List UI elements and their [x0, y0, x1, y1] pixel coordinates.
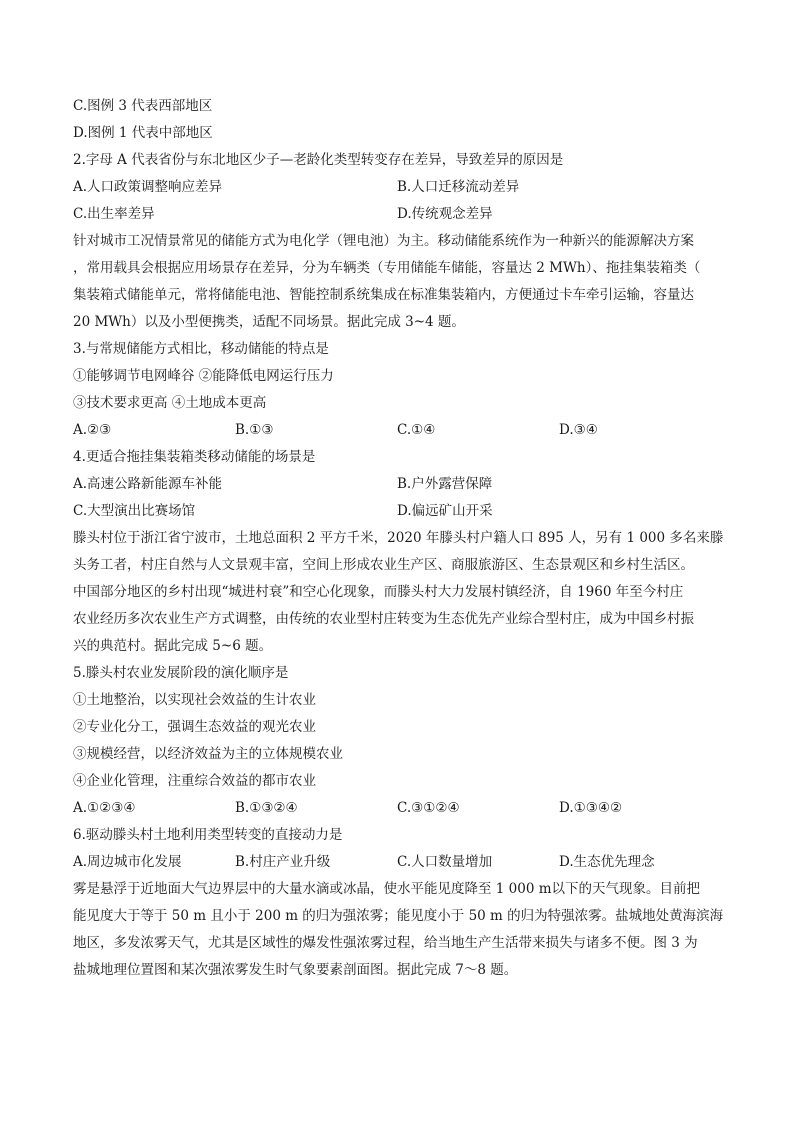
exam-page	[73, 93, 723, 984]
q5-statement: ④企业化管理，注重综合效益的都市农业	[73, 773, 316, 789]
q2-option-a: A.人口政策调整响应差异	[73, 179, 223, 195]
passage-fog	[73, 876, 723, 984]
q6-option-b: B.村庄产业升级	[235, 854, 331, 870]
q2-option-d: D.传统观念差异	[397, 206, 493, 222]
q6-options	[73, 849, 723, 876]
q3-statement: ①能够调节电网峰谷 ②能降低电网运行压力	[73, 368, 334, 384]
q3-option-b: B.①③	[235, 422, 274, 438]
q5-option-c: C.③①②④	[397, 800, 460, 816]
passage-line: 兴的典范村。据此完成 5~6 题。	[73, 638, 273, 654]
q4-option-d: D.偏远矿山开采	[397, 503, 493, 519]
passage-line: 地区，多发浓雾天气，尤其是区域性的爆发性强浓雾过程，给当地生产生活带来损失与诸多不便。图 3 为	[73, 935, 698, 951]
q4-option-b: B.户外露营保障	[397, 476, 493, 492]
passage-mobile-storage	[73, 228, 723, 336]
q2-stem: 2.字母 A 代表省份与东北地区少子—老龄化类型转变存在差异，导致差异的原因是	[73, 152, 564, 168]
q5-options	[73, 795, 723, 822]
q6-option-a: A.周边城市化发展	[73, 854, 182, 870]
q2-option-b: B.人口迁移流动差异	[397, 179, 520, 195]
q2-options-row-2	[73, 201, 723, 228]
q5-option-a: A.①②③④	[73, 800, 136, 816]
q3-options	[73, 417, 723, 444]
q5-statement: ③规模经营，以经济效益为主的立体规模农业	[73, 746, 343, 762]
q5-stem: 5.滕头村农业发展阶段的演化顺序是	[73, 665, 289, 681]
q3-option-c: C.①④	[397, 422, 436, 438]
q5-statement: ②专业化分工，强调生态效益的观光农业	[73, 719, 316, 735]
passage-line: 盐城地理位置图和某次强浓雾发生时气象要素剖面图。据此完成 7～8 题。	[73, 962, 518, 978]
q3-statement: ③技术要求更高 ④土地成本更高	[73, 395, 267, 411]
q4-option-c: C.大型演出比赛场馆	[73, 503, 196, 519]
q4-options-row-1	[73, 471, 723, 498]
q5-statement: ①土地整治，以实现社会效益的生计农业	[73, 692, 316, 708]
q4-stem: 4.更适合拖挂集装箱类移动储能的场景是	[73, 449, 316, 465]
q3-option-d: D.③④	[559, 422, 598, 438]
q6-option-c: C.人口数量增加	[397, 854, 493, 870]
passage-line: 头务工者，村庄自然与人文景观丰富，空间上形成农业生产区、商服旅游区、生态景观区和乡村生活区。	[73, 557, 694, 573]
q2-options-row-1	[73, 174, 723, 201]
q1-option-d: D.图例 1 代表中部地区	[73, 125, 213, 141]
passage-tengtou-village	[73, 525, 723, 660]
passage-line: ，常用载具会根据应用场景存在差异，分为车辆类（专用储能车储能，容量达 2 MWh）、拖挂集装箱类（	[73, 260, 701, 276]
passage-line: 雾是悬浮于近地面大气边界层中的大量水滴或冰晶，使水平能见度降至 1 000 m以下的天气现象。目前把	[73, 881, 701, 897]
q1-option-c: C.图例 3 代表西部地区	[73, 98, 213, 114]
q4-options-row-2	[73, 498, 723, 525]
q3-stem: 3.与常规储能方式相比，移动储能的特点是	[73, 341, 329, 357]
q6-option-d: D.生态优先理念	[559, 854, 655, 870]
passage-line: 20 MWh）以及小型便携类，适配不同场景。据此完成 3~4 题。	[73, 314, 465, 330]
passage-line: 集装箱式储能单元，常将储能电池、智能控制系统集成在标准集装箱内，方便通过卡车牵引运输，容量达	[73, 287, 694, 303]
q5-option-d: D.①③④②	[559, 800, 623, 816]
q3-option-a: A.②③	[73, 422, 112, 438]
q5-option-b: B.①③②④	[235, 800, 298, 816]
passage-line: 滕头村位于浙江省宁波市，土地总面积 2 平方千米，2020 年滕头村户籍人口 895 人，另有 1 000 多名来滕	[73, 530, 723, 546]
q4-option-a: A.高速公路新能源车补能	[73, 476, 223, 492]
passage-line: 农业经历多次农业生产方式调整，由传统的农业型村庄转变为生态优先产业综合型村庄，成为中国乡村振	[73, 611, 694, 627]
q2-option-c: C.出生率差异	[73, 206, 155, 222]
passage-line: 针对城市工况情景常见的储能方式为电化学（锂电池）为主。移动储能系统作为一种新兴的能源解决方案	[73, 233, 694, 249]
q6-stem: 6.驱动滕头村土地利用类型转变的直接动力是	[73, 827, 343, 843]
passage-line: 能见度大于等于 50 m 且小于 200 m 的归为强浓雾；能见度小于 50 m 的归为特强浓雾。盐城地处黄海滨海	[73, 908, 723, 924]
passage-line: 中国部分地区的乡村出现“城进村衰”和空心化现象，而滕头村大力发展村镇经济，自 1960 年至今村庄	[73, 584, 684, 600]
